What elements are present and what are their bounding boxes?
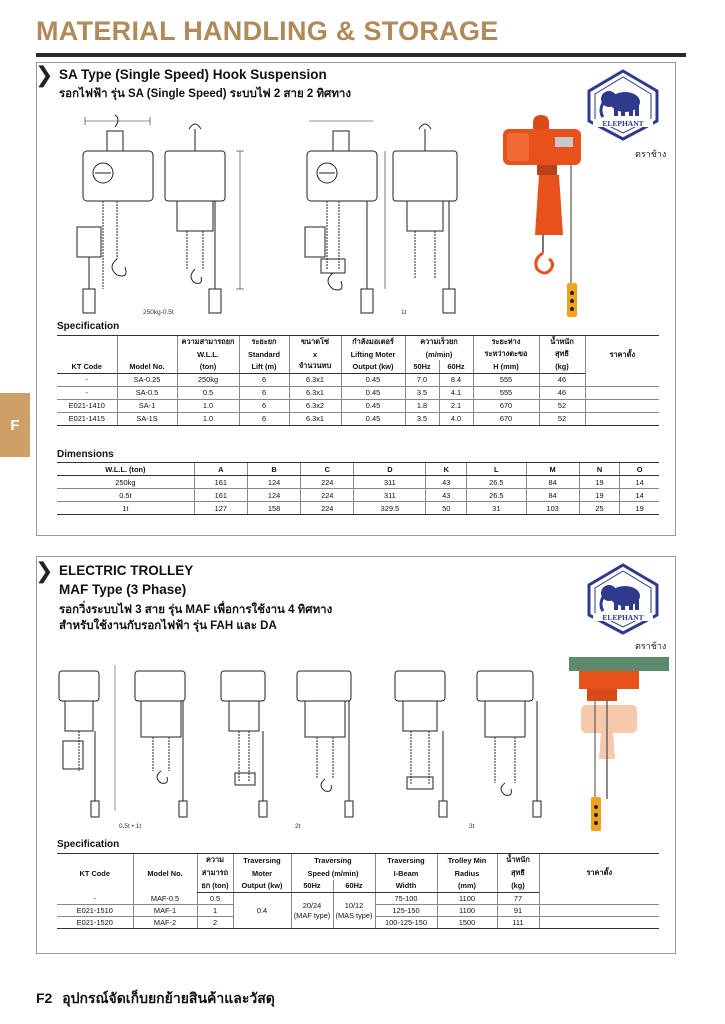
cell-weight: 46: [539, 386, 585, 399]
cell-model: MAF-0.5: [133, 893, 197, 905]
col-motor-en: Lifting Moter: [341, 348, 405, 360]
cell-model: SA-0.5: [117, 386, 177, 399]
cell-wll: 1.0: [177, 399, 239, 412]
drawing-caption-3t: 3t: [469, 823, 475, 830]
col-h-th2: ระหว่างตะขอ: [473, 348, 539, 360]
cell-speed-50hz: 3.5: [405, 386, 439, 399]
cell-price: [585, 373, 659, 386]
col-kt-code: KT Code: [57, 854, 133, 893]
dim-col-header: W.L.L. (ton): [57, 463, 194, 476]
dim-cell: 161: [194, 476, 247, 489]
col-wll-unit: (ton): [177, 360, 239, 373]
cell-weight: 77: [497, 893, 539, 905]
col-motor-th2: Moter: [233, 867, 291, 880]
dim-cell: 19: [579, 476, 620, 489]
dim-cell: 25: [579, 502, 620, 515]
col-weight-th2: สุทธิ: [497, 867, 539, 880]
speed-50hz-value: 20/24: [302, 900, 322, 910]
dim-cell: 311: [354, 489, 426, 502]
dim-cell: 161: [194, 489, 247, 502]
dim-cell: 103: [526, 502, 579, 515]
dim-cell: 224: [301, 476, 354, 489]
col-chain-unit: จำนวนทบ: [289, 360, 341, 373]
dim-cell: 311: [354, 476, 426, 489]
speed-60hz-value: 10/12: [344, 900, 364, 910]
dim-col-header: C: [301, 463, 354, 476]
cell-kt-code: -: [57, 893, 133, 905]
col-speed-50hz: 50Hz: [291, 880, 333, 893]
table-row: [57, 373, 659, 386]
dim-cell: 0.5t: [57, 489, 194, 502]
dim-cell: 127: [194, 502, 247, 515]
col-lift-th: ระยะยก: [239, 336, 289, 349]
cell-price: [539, 905, 659, 917]
cell-model: SA-1S: [117, 412, 177, 425]
cell-h: 555: [473, 386, 539, 399]
col-motor-th: กำลังมอเตอร์: [341, 336, 405, 349]
cell-motor: 0.45: [341, 386, 405, 399]
electric-trolley-panel: [36, 556, 676, 954]
col-speed-60hz: 60Hz: [439, 360, 473, 373]
dim-cell: 50: [426, 502, 467, 515]
page-number: F2: [36, 990, 53, 1006]
cell-h: 555: [473, 373, 539, 386]
cell-lift: 6: [239, 412, 289, 425]
dim-cell: 84: [526, 489, 579, 502]
dim-cell: 124: [247, 489, 300, 502]
col-h-unit: H (mm): [473, 360, 539, 373]
section-subheading: รอกวิ่งระบบไฟ 3 สาย รุ่น MAF เพื่อการใช้งาน 4 ทิศทาง: [59, 604, 333, 616]
dim-cell: 124: [247, 476, 300, 489]
cell-lift: 6: [239, 373, 289, 386]
cell-speed-60hz: 8.4: [439, 373, 473, 386]
table-row: [57, 386, 659, 399]
dim-cell: 250kg: [57, 476, 194, 489]
cell-radius: 1500: [437, 917, 497, 929]
cell-ibeam: 125-150: [375, 905, 437, 917]
col-h-th: ระยะห่าง: [473, 336, 539, 349]
col-lift-en: Standard: [239, 348, 289, 360]
dim-cell: 14: [620, 476, 659, 489]
speed-60hz-type: (MAS type): [335, 910, 373, 920]
page-title: MATERIAL HANDLING & STORAGE: [36, 16, 499, 46]
cell-weight: 52: [539, 399, 585, 412]
cell-radius: 1100: [437, 905, 497, 917]
cell-price: [539, 893, 659, 905]
dimensions-label: Dimensions: [57, 449, 114, 460]
hoist-drawing-1t: [287, 109, 487, 324]
cell-wll: 0.5: [177, 386, 239, 399]
cell-weight: 52: [539, 412, 585, 425]
hoist-photo: [497, 113, 587, 328]
section-heading: SA Type (Single Speed) Hook Suspension: [59, 67, 327, 82]
cell-weight: 111: [497, 917, 539, 929]
cell-model: MAF-1: [133, 905, 197, 917]
cell-kt-code: E021-1410: [57, 399, 117, 412]
cell-kt-code: -: [57, 373, 117, 386]
col-ibeam-th: Traversing: [375, 854, 437, 867]
hoist-drawing-250kg: [55, 109, 255, 324]
cell-price: [585, 412, 659, 425]
dim-col-header: D: [354, 463, 426, 476]
cell-motor-output: 0.4: [233, 893, 291, 929]
drawing-caption-1t: 1t: [401, 309, 407, 316]
cell-speed-50hz: 7.0: [405, 373, 439, 386]
dim-col-header: L: [467, 463, 526, 476]
cell-speed-50hz: [291, 893, 333, 929]
elephant-logo: [585, 563, 661, 640]
trolley-type-heading: MAF Type (3 Phase): [59, 582, 187, 597]
dim-cell: 14: [620, 489, 659, 502]
cell-lift: 6: [239, 399, 289, 412]
cell-ibeam: 75-100: [375, 893, 437, 905]
col-cap-th: ความ: [197, 854, 233, 867]
col-chain-x: x: [289, 348, 341, 360]
table-row: [57, 893, 659, 905]
cell-speed-60hz: 2.1: [439, 399, 473, 412]
col-kt-code: [57, 336, 117, 361]
dim-cell: 43: [426, 489, 467, 502]
logo-wordmark: ELEPHANT: [602, 613, 644, 622]
section-heading: ELECTRIC TROLLEY: [59, 563, 194, 578]
sa-type-panel: [36, 62, 676, 536]
table-row: [57, 412, 659, 425]
cell-speed-50hz: 1.8: [405, 399, 439, 412]
col-ibeam-unit: Width: [375, 880, 437, 893]
col-weight-unit: (kg): [539, 360, 585, 373]
cell-h: 670: [473, 412, 539, 425]
section-subheading: รอกไฟฟ้า รุ่น SA (Single Speed) ระบบไฟ 2 สาย 2 ทิศทาง: [59, 88, 352, 100]
cell-wll: 250kg: [177, 373, 239, 386]
cell-chain: 6.3x1: [289, 373, 341, 386]
trolley-photo: [569, 649, 671, 844]
drawing-caption-2t: 2t: [295, 823, 301, 830]
col-motor-th: Traversing: [233, 854, 291, 867]
cell-motor: 0.45: [341, 399, 405, 412]
col-lift-unit: Lift (m): [239, 360, 289, 373]
col-cap-th2: สามารถ: [197, 867, 233, 880]
cell-motor: 0.45: [341, 373, 405, 386]
col-model-label: Model No.: [117, 360, 177, 373]
cell-model: MAF-2: [133, 917, 197, 929]
sa-spec-table: [57, 335, 659, 426]
cell-kt-code: E021-1415: [57, 412, 117, 425]
table-row: [57, 489, 659, 502]
dim-cell: 19: [620, 502, 659, 515]
cell-capacity: 0.5: [197, 893, 233, 905]
cell-kt-code: E021-1510: [57, 905, 133, 917]
section-subheading-2: สำหรับใช้งานกับรอกไฟฟ้า รุ่น FAH และ DA: [59, 620, 277, 632]
col-speed-unit: Speed (m/min): [291, 867, 375, 880]
col-wll-th: ความสามารถยก: [177, 336, 239, 349]
col-weight-unit: (kg): [497, 880, 539, 893]
sa-dimensions-table: [57, 462, 659, 515]
cell-kt-code: E021-1520: [57, 917, 133, 929]
cell-chain: 6.3x1: [289, 386, 341, 399]
col-motor-unit: Output (kw): [341, 360, 405, 373]
dim-cell: 19: [579, 489, 620, 502]
dim-col-header: M: [526, 463, 579, 476]
cell-price: [585, 386, 659, 399]
dim-col-header: B: [247, 463, 300, 476]
col-model: Model No.: [133, 854, 197, 893]
cell-speed-60hz: 4.1: [439, 386, 473, 399]
col-wll-en: W.L.L.: [177, 348, 239, 360]
dim-cell: 43: [426, 476, 467, 489]
cell-lift: 6: [239, 386, 289, 399]
col-weight-th: น้ำหนัก: [539, 336, 585, 349]
cell-model: SA-0.25: [117, 373, 177, 386]
col-weight-th2: สุทธิ: [539, 348, 585, 360]
cell-motor: 0.45: [341, 412, 405, 425]
col-weight-th: น้ำหนัก: [497, 854, 539, 867]
col-kt-code-label: KT Code: [57, 360, 117, 373]
col-model: [117, 336, 177, 361]
section-tab[interactable]: F: [0, 393, 30, 457]
cell-speed-60hz: [333, 893, 375, 929]
cell-speed-60hz: 4.0: [439, 412, 473, 425]
col-cap-unit: ยก (ton): [197, 880, 233, 893]
drawing-caption-250kg: 250kg-0.5t: [143, 309, 174, 316]
table-row: [57, 399, 659, 412]
cell-capacity: 2: [197, 917, 233, 929]
cell-chain: 6.3x1: [289, 412, 341, 425]
dim-col-header: N: [579, 463, 620, 476]
table-row: [57, 502, 659, 515]
cell-h: 670: [473, 399, 539, 412]
col-motor-unit: Output (kw): [233, 880, 291, 893]
dim-cell: 26.5: [467, 476, 526, 489]
cell-price: [539, 917, 659, 929]
page-footer: [36, 988, 275, 1010]
col-chain-th: ขนาดโซ่: [289, 336, 341, 349]
logo-caption: ตราช้าง: [635, 149, 667, 159]
chevron-right-icon: ❯: [35, 63, 54, 88]
cell-weight: 46: [539, 373, 585, 386]
dim-cell: 84: [526, 476, 579, 489]
cell-speed-50hz: 3.5: [405, 412, 439, 425]
dim-cell: 31: [467, 502, 526, 515]
cell-price: [585, 399, 659, 412]
col-speed-unit: (m/min): [405, 348, 473, 360]
table-row: [57, 476, 659, 489]
trolley-drawing-3t: [391, 661, 551, 826]
logo-wordmark: ELEPHANT: [602, 119, 644, 128]
cell-chain: 6.3x2: [289, 399, 341, 412]
dim-cell: 329.5: [354, 502, 426, 515]
col-ibeam-th2: I-Beam: [375, 867, 437, 880]
chevron-right-icon: ❯: [35, 559, 54, 584]
dim-cell: 26.5: [467, 489, 526, 502]
title-divider: [36, 53, 686, 57]
spec-label: Specification: [57, 839, 120, 850]
logo-caption: ตราช้าง: [635, 641, 667, 651]
speed-50hz-type: (MAF type): [293, 910, 331, 920]
spec-label: Specification: [57, 321, 120, 332]
footer-category: อุปกรณ์จัดเก็บยกย้ายสินค้าและวัสดุ: [62, 990, 275, 1006]
dim-cell: 1t: [57, 502, 194, 515]
dim-col-header: K: [426, 463, 467, 476]
elephant-logo: [585, 69, 661, 146]
dim-cell: 224: [301, 502, 354, 515]
cell-kt-code: -: [57, 386, 117, 399]
drawing-caption-0-5t-1t: 0.5t • 1t: [119, 823, 142, 830]
cell-radius: 1100: [437, 893, 497, 905]
cell-weight: 91: [497, 905, 539, 917]
cell-capacity: 1: [197, 905, 233, 917]
col-radius-th2: Radius: [437, 867, 497, 880]
dim-col-header: A: [194, 463, 247, 476]
trolley-drawing-2t: [217, 661, 367, 826]
col-speed-th: Traversing: [291, 854, 375, 867]
col-radius-unit: (mm): [437, 880, 497, 893]
cell-ibeam: 100-125-150: [375, 917, 437, 929]
dim-cell: 158: [247, 502, 300, 515]
cell-wll: 1.0: [177, 412, 239, 425]
col-radius-th: Trolley Min: [437, 854, 497, 867]
dim-col-header: O: [620, 463, 659, 476]
col-speed-60hz: 60Hz: [333, 880, 375, 893]
col-speed-th: ความเร็วยก: [405, 336, 473, 349]
trolley-spec-table: [57, 853, 659, 929]
col-price: ราคาตั้ง: [539, 854, 659, 893]
cell-model: SA-1: [117, 399, 177, 412]
trolley-drawing-0-5t-1t: [55, 661, 205, 826]
col-price: ราคาตั้ง: [585, 336, 659, 374]
dim-cell: 224: [301, 489, 354, 502]
col-speed-50hz: 50Hz: [405, 360, 439, 373]
